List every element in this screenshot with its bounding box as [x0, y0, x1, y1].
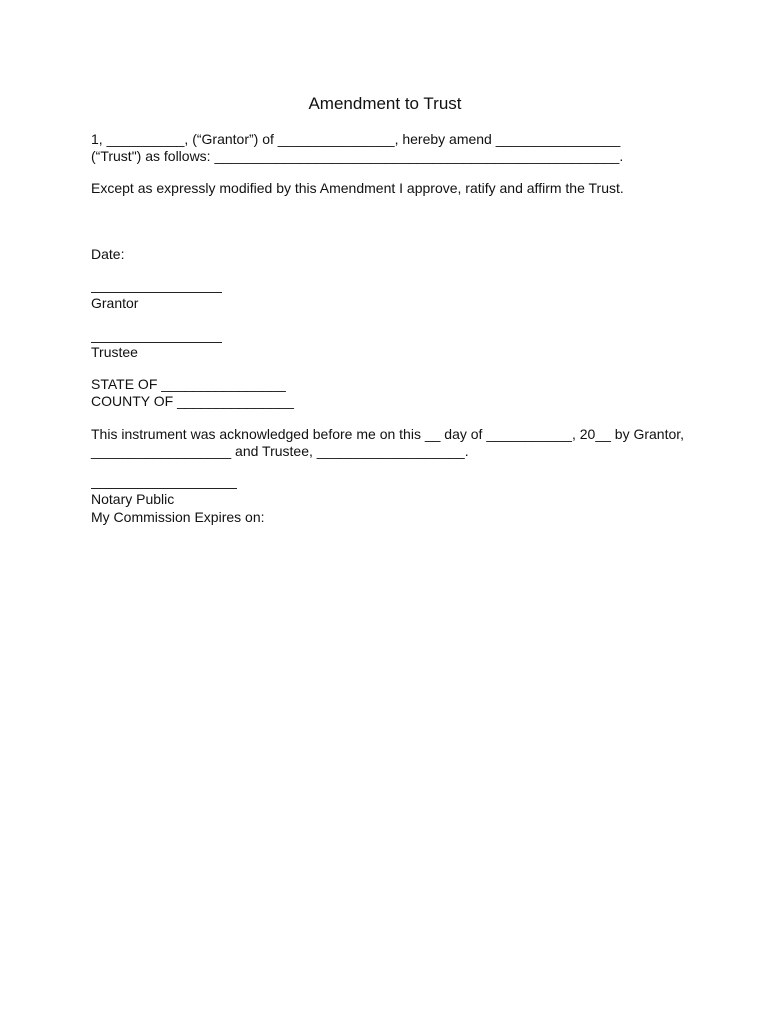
date-label: Date:	[91, 246, 125, 262]
intro-line-1: 1, __________, (“Grantor”) of _______________, hereby amend ________________	[91, 131, 621, 147]
grantor-label: Grantor	[91, 295, 139, 311]
document-title: Amendment to Trust	[308, 94, 462, 113]
trustee-signature-line	[91, 342, 222, 343]
county-line: COUNTY OF _______________	[91, 393, 294, 409]
commission-label: My Commission Expires on:	[91, 509, 265, 525]
acknowledgment-line-2: __________________ and Trustee, ___________________.	[91, 443, 469, 459]
grantor-signature-line	[91, 292, 222, 293]
notary-signature-line	[91, 488, 237, 489]
state-line: STATE OF ________________	[91, 376, 286, 392]
notary-label: Notary Public	[91, 491, 175, 507]
intro-line-2: (“Trust") as follows: ____________________________________________________.	[91, 148, 624, 164]
ratify-statement: Except as expressly modified by this Amendment I approve, ratify and affirm the Trust.	[91, 180, 624, 196]
trustee-label: Trustee	[91, 344, 138, 360]
acknowledgment-line-1: This instrument was acknowledged before me on this __ day of ___________, 20__ by Grantor,	[91, 426, 685, 442]
